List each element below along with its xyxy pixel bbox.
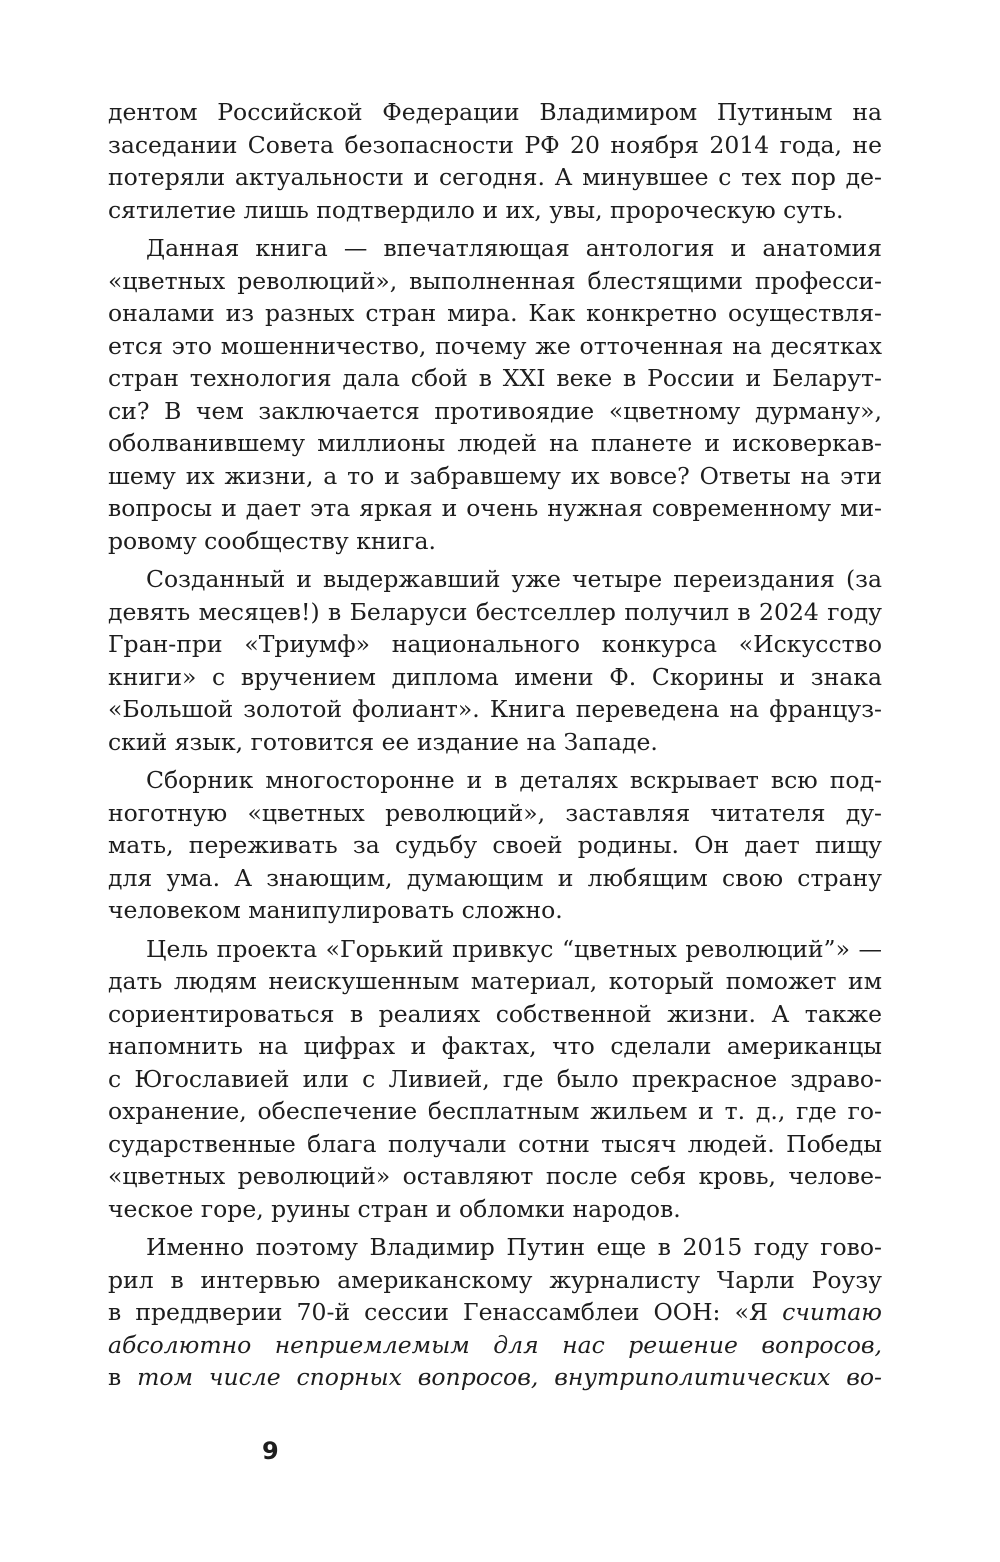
text-line: Созданный и выдержавший уже четыре переиздания (за bbox=[146, 565, 882, 593]
text-line: потеряли актуальности и сегодня. А минувшее с тех пор де- bbox=[108, 163, 882, 191]
text-line: сударственные блага получали сотни тысяч людей. Победы bbox=[108, 1129, 882, 1158]
text-line: сятилетие лишь подтвердило и их, увы, пророческую суть. bbox=[108, 195, 844, 224]
italic-quote: считаю bbox=[782, 1298, 882, 1326]
text-line: «цветных революций» оставляют после себя кровь, челове- bbox=[108, 1162, 882, 1190]
page-body bbox=[108, 96, 882, 1394]
text-line: дентом Российской Федерации Владимиром Путиным на bbox=[108, 98, 882, 126]
italic-quote: том числе спорных вопросов, внутриполитических во- bbox=[137, 1363, 882, 1391]
text-line: «цветных революций», выполненная блестящими професси- bbox=[108, 266, 882, 295]
text-line bbox=[108, 1296, 882, 1329]
text-line: «Большой золотой фолиант». Книга переведена на француз- bbox=[108, 695, 882, 723]
text-line: мать, переживать за судьбу своей родины. Он дает пищу bbox=[108, 831, 882, 859]
text-line: Сборник многосторонне и в деталях вскрывает всю под- bbox=[146, 766, 882, 794]
text-line: девять месяцев!) в Беларуси бестселлер получил в 2024 году bbox=[108, 597, 882, 626]
text-segment: в преддверии 70-й сессии Генассамблеи ООН: «Я bbox=[108, 1298, 783, 1326]
text-line: ский язык, готовится ее издание на Западе. bbox=[108, 727, 658, 756]
text-line: оналами из разных стран мира. Как конкретно осуществля- bbox=[108, 299, 882, 327]
text-line: напомнить на цифрах и фактах, что сделали американцы bbox=[108, 1032, 882, 1060]
text-line: Гран-при «Триумф» национального конкурса «Искусство bbox=[108, 630, 882, 658]
text-line: Данная книга — впечатляющая антология и анатомия bbox=[146, 234, 882, 262]
text-line: стран технология дала сбой в XXI веке в России и Беларут- bbox=[108, 364, 882, 392]
text-line: Цель проекта «Горький привкус “цветных революций”» — bbox=[146, 934, 882, 963]
text-line: для ума. А знающим, думающим и любящим свою страну bbox=[108, 863, 882, 892]
text-line: книги» с вручением диплома имени Ф. Скорины и знака bbox=[108, 662, 882, 691]
text-line: ровому сообществу книга. bbox=[108, 526, 437, 555]
text-line: оболванившему миллионы людей на планете и исковеркав- bbox=[108, 429, 882, 457]
text-line: дать людям неискушенным материал, который поможет им bbox=[108, 967, 882, 995]
text-line: с Югославией или с Ливией, где было прекрасное здраво- bbox=[108, 1064, 882, 1093]
text-line: ноготную «цветных революций», заставляя читателя ду- bbox=[108, 798, 882, 827]
text-line: человеком манипулировать сложно. bbox=[108, 896, 563, 924]
text-line bbox=[108, 1361, 882, 1394]
text-line: рил в интервью американскому журналисту Чарли Роузу bbox=[108, 1265, 882, 1294]
italic-quote-line: абсолютно неприемлемым для нас решение вопросов, bbox=[108, 1330, 882, 1359]
text-line: Именно поэтому Владимир Путин еще в 2015 году гово- bbox=[146, 1233, 882, 1261]
text-line: ется это мошенничество, почему же отточенная на десятках bbox=[108, 331, 882, 360]
text-line: сориентироваться в реалиях собственной жизни. А также bbox=[108, 999, 882, 1028]
text-line: вопросы и дает эта яркая и очень нужная современному ми- bbox=[108, 494, 882, 522]
page-number: 9 bbox=[262, 1437, 279, 1465]
text-line: си? В чем заключается противоядие «цветному дурману», bbox=[108, 396, 882, 425]
text-line: шему их жизни, а то и забравшему их вовсе? Ответы на эти bbox=[108, 461, 882, 490]
text-line: ческое горе, руины стран и обломки народов. bbox=[108, 1194, 681, 1223]
text-line: заседании Совета безопасности РФ 20 ноября 2014 года, не bbox=[108, 130, 882, 159]
text-segment: в bbox=[108, 1363, 138, 1391]
text-line: охранение, обеспечение бесплатным жильем и т. д., где го- bbox=[108, 1097, 882, 1125]
